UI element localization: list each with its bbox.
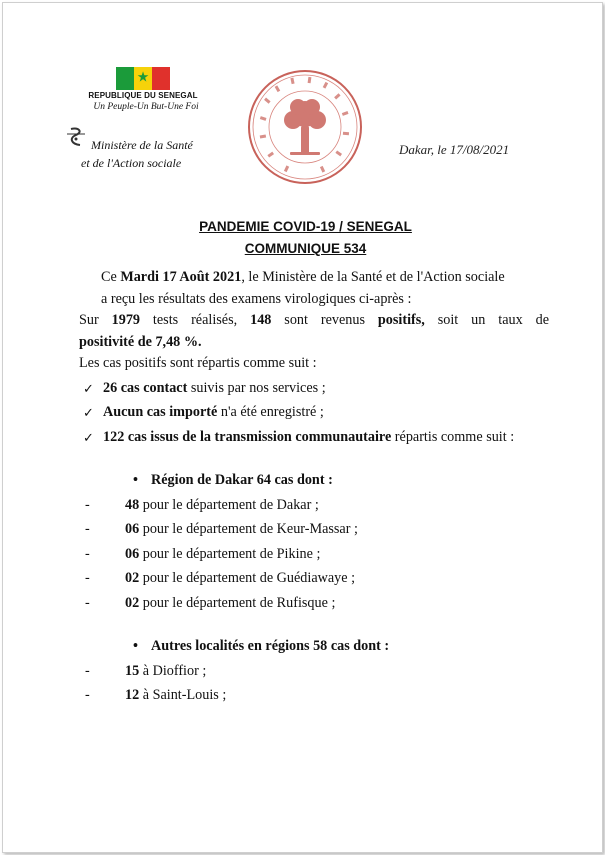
positive-label: positifs,	[377, 312, 425, 328]
locality-text: à Saint-Louis ;	[139, 687, 227, 703]
flag-band-red	[152, 67, 170, 90]
list-item	[79, 685, 549, 707]
tests-text: Sur	[79, 312, 112, 328]
list-item	[79, 568, 549, 590]
locality-count: 12	[125, 687, 140, 703]
intro-text: Ce	[101, 269, 121, 285]
national-motto: Un Peuple-Un But-Une Foi	[93, 102, 199, 112]
ministry-logo-icon	[65, 126, 87, 148]
dash-icon: -	[85, 545, 90, 562]
ministry-line-2: et de l'Action sociale	[81, 156, 182, 170]
breakdown-intro: Les cas positifs sont répartis comme suit :	[79, 355, 317, 371]
dakar-region-title: Région de Dakar 64 cas dont :	[151, 472, 333, 488]
flag-star-icon: ★	[136, 70, 150, 86]
intro-paragraph-1-cont	[79, 289, 549, 311]
intro-text: , le Ministère de la Santé et de l'Action sociale	[241, 269, 505, 285]
other-regions-title: Autres localités en régions 58 cas dont :	[151, 638, 390, 654]
ministry-line-1: Ministère de la Santé	[91, 138, 193, 152]
positive-count: 148	[250, 312, 272, 328]
tests-count: 1979	[111, 312, 141, 328]
intro-paragraph-1	[79, 267, 549, 289]
list-item	[79, 593, 549, 615]
department-text: pour le département de Pikine ;	[139, 545, 321, 562]
list-item-text: n'a été enregistré ;	[217, 404, 324, 420]
dash-icon: -	[85, 687, 90, 703]
tests-text: tests réalisés,	[140, 312, 251, 328]
tests-paragraph	[79, 310, 549, 332]
list-item	[79, 402, 549, 424]
positivity-rate: positivité de 7,48 %.	[79, 333, 202, 350]
communique-body	[79, 267, 549, 707]
department-count: 06	[125, 545, 140, 562]
contact-cases: 26 cas contact	[103, 379, 188, 396]
republic-name: REPUBLIQUE DU SENEGAL	[88, 91, 198, 100]
list-item	[79, 661, 549, 683]
other-regions-heading	[79, 636, 549, 658]
dash-icon: -	[85, 496, 90, 513]
document-page	[2, 2, 603, 853]
positivity-line	[79, 332, 549, 354]
official-seal-icon	[246, 68, 364, 186]
list-item	[79, 519, 549, 541]
report-date: Mardi 17 Août 2021	[120, 269, 242, 285]
department-text: pour le département de Rufisque ;	[139, 594, 336, 611]
list-item-text: suivis par nos services ;	[187, 379, 326, 396]
ministry-name	[81, 136, 193, 172]
locality-count: 15	[125, 662, 140, 679]
list-item	[79, 495, 549, 517]
community-cases: 122 cas issus de la transmission communautaire	[103, 428, 392, 445]
intro-text: a reçu les résultats des examens virologiques ci-après :	[101, 290, 412, 307]
tests-text: sont revenus	[271, 312, 378, 328]
list-item	[79, 378, 549, 400]
tests-text: soit un taux de	[424, 312, 549, 328]
bullet-icon: •	[133, 472, 138, 488]
bullet-icon: •	[133, 638, 138, 654]
department-count: 48	[125, 496, 140, 513]
senegal-flag	[116, 67, 170, 90]
dash-icon: -	[85, 570, 90, 586]
list-item-text: répartis comme suit :	[391, 428, 515, 445]
checkmark-icon: ✓	[83, 405, 94, 420]
department-text: pour le département de Dakar ;	[139, 496, 319, 513]
document-title: PANDEMIE COVID-19 / SENEGAL	[199, 219, 412, 234]
list-item	[79, 427, 549, 449]
flag-band-green	[116, 67, 134, 90]
list-item	[79, 544, 549, 566]
department-count: 02	[125, 570, 140, 586]
department-text: pour le département de Guédiawaye ;	[139, 570, 356, 586]
dakar-region-heading	[79, 470, 549, 492]
checkmark-icon: ✓	[83, 380, 94, 396]
dash-icon: -	[85, 662, 90, 679]
locality-text: à Dioffior ;	[139, 662, 207, 679]
department-count: 06	[125, 521, 140, 537]
checkmark-icon: ✓	[83, 429, 94, 445]
department-count: 02	[125, 594, 140, 611]
imported-cases: Aucun cas importé	[103, 404, 218, 420]
communique-number: COMMUNIQUE 534	[244, 241, 367, 256]
dateline: Dakar, le 17/08/2021	[399, 142, 510, 157]
dash-icon: -	[85, 594, 90, 611]
dash-icon: -	[85, 521, 90, 537]
department-text: pour le département de Keur-Massar ;	[139, 521, 358, 537]
